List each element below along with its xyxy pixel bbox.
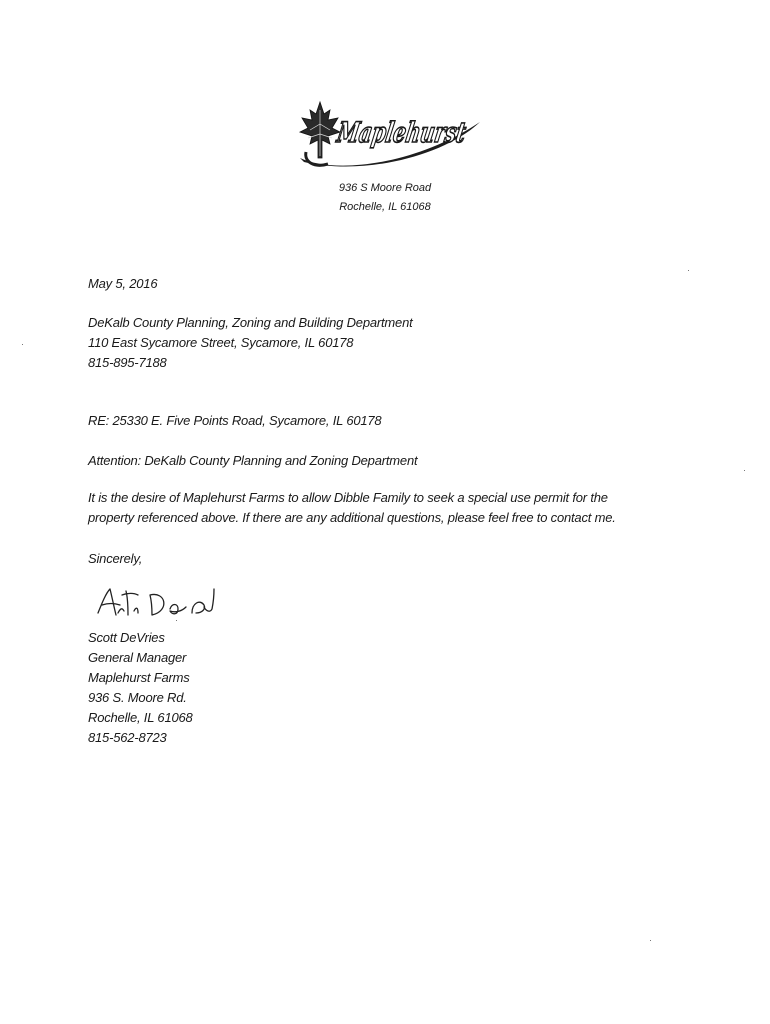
maple-leaf-icon (300, 102, 340, 158)
signer-company: Maplehurst Farms (88, 670, 190, 685)
recipient-name: DeKalb County Planning, Zoning and Building Department (88, 315, 413, 330)
maplehurst-logo (294, 96, 522, 176)
attention-line: Attention: DeKalb County Planning and Zoning Department (88, 453, 418, 468)
letterhead-address (0, 179, 770, 217)
signature-block (88, 628, 193, 748)
scan-speck (744, 470, 745, 471)
re-line: RE: 25330 E. Five Points Road, Sycamore, IL 60178 (88, 413, 382, 428)
logo-wordmark: Maplehurst (334, 116, 522, 149)
signer-title: General Manager (88, 650, 187, 665)
letter-body (88, 488, 688, 528)
letterhead-address-line2: Rochelle, IL 61068 (339, 201, 431, 213)
recipient-phone: 815-895-7188 (88, 355, 167, 370)
letter-date: May 5, 2016 (88, 276, 158, 291)
body-line1: It is the desire of Maplehurst Farms to allow Dibble Family to seek a special use permit for the (88, 490, 608, 505)
signer-address2: Rochelle, IL 61068 (88, 710, 193, 725)
scan-speck (650, 940, 651, 941)
closing: Sincerely, (88, 551, 143, 566)
body-line2: property referenced above. If there are any additional questions, please feel free to contact me. (88, 510, 616, 525)
handwritten-signature (92, 583, 222, 623)
signer-address1: 936 S. Moore Rd. (88, 690, 187, 705)
signer-phone: 815-562-8723 (88, 730, 167, 745)
scan-speck (688, 270, 689, 271)
letterhead-address-line1: 936 S Moore Road (338, 182, 432, 194)
scan-speck (176, 620, 177, 621)
recipient-block (88, 313, 413, 373)
signer-name: Scott DeVries (88, 630, 165, 645)
scan-speck (22, 344, 23, 345)
recipient-street: 110 East Sycamore Street, Sycamore, IL 60178 (88, 335, 354, 350)
